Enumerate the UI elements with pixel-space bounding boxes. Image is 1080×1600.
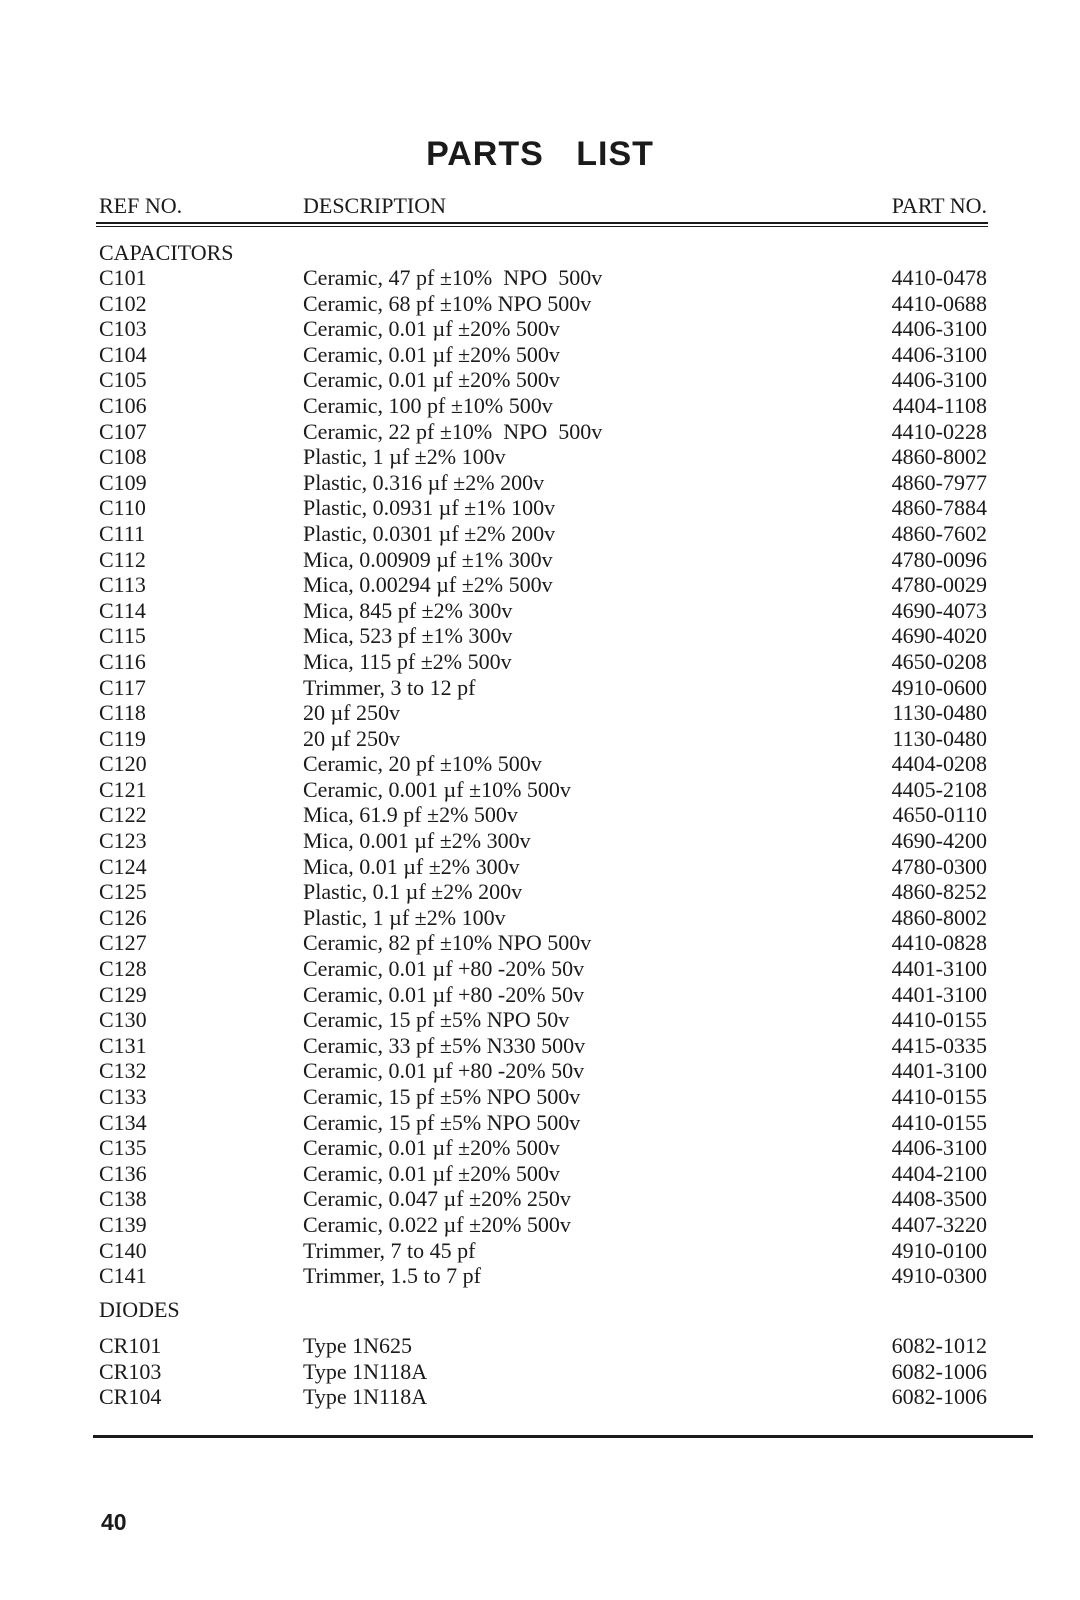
parts-row: [0, 956, 1080, 982]
parts-row: [0, 1186, 1080, 1212]
ref-cell: C115: [99, 623, 146, 649]
description-cell: Type 1N625: [303, 1333, 413, 1358]
ref-cell: C140: [99, 1237, 147, 1263]
ref-cell: C107: [99, 418, 147, 444]
part-no-cell: 4415-0335: [891, 1032, 987, 1058]
description-cell: Plastic, 0.316 µf ±2% 200v: [303, 469, 545, 495]
ref-cell: C102: [99, 290, 147, 316]
ref-cell: C118: [99, 700, 146, 726]
parts-row: [0, 367, 1080, 393]
ref-cell: C122: [99, 802, 147, 828]
ref-cell: C110: [99, 495, 146, 521]
parts-row: [0, 547, 1080, 573]
column-header-row: [0, 193, 1080, 219]
description-cell: Mica, 115 pf ±2% 500v: [303, 648, 512, 674]
ref-cell: C135: [99, 1135, 147, 1161]
part-no-cell: 4780-0096: [891, 546, 987, 572]
ref-cell: C114: [99, 597, 146, 623]
part-no-cell: 4910-0100: [891, 1237, 987, 1263]
part-no-cell: 4410-0155: [891, 1007, 987, 1033]
parts-row: [0, 649, 1080, 675]
parts-row: [0, 470, 1080, 496]
description-cell: Mica, 0.00909 µf ±1% 300v: [303, 546, 553, 572]
description-cell: Ceramic, 47 pf ±10% NPO 500v: [303, 265, 603, 290]
header-double-rule: [96, 222, 988, 227]
ref-cell: C130: [99, 1007, 147, 1033]
description-cell: Type 1N118A: [303, 1384, 428, 1410]
description-cell: Ceramic, 0.01 µf ±20% 500v: [303, 316, 560, 342]
part-no-cell: 4404-1108: [892, 392, 987, 418]
part-no-cell: 4860-8002: [891, 444, 987, 470]
parts-row: [0, 623, 1080, 649]
part-no-cell: 6082-1012: [891, 1333, 987, 1358]
parts-row: [0, 265, 1080, 291]
part-no-cell: 4410-0688: [891, 290, 987, 316]
ref-cell: C133: [99, 1084, 147, 1109]
description-cell: Ceramic, 0.01 µf ±20% 500v: [303, 1135, 560, 1161]
ref-cell: C127: [99, 930, 147, 956]
ref-cell: CR104: [99, 1384, 162, 1410]
ref-cell: C132: [99, 1058, 147, 1084]
parts-row: [0, 905, 1080, 931]
parts-row: [0, 1359, 1080, 1385]
ref-cell: C117: [99, 674, 146, 700]
part-no-cell: 4860-7602: [891, 520, 987, 546]
part-no-cell: 4410-0155: [891, 1084, 987, 1109]
ref-cell: C105: [99, 367, 147, 393]
parts-row: [0, 854, 1080, 880]
page-number: 40: [101, 1509, 127, 1535]
description-cell: Type 1N118A: [303, 1358, 428, 1384]
description-cell: Ceramic, 20 pf ±10% 500v: [303, 751, 542, 777]
part-no-cell: 4690-4200: [891, 828, 987, 854]
part-no-cell: 4406-3100: [891, 316, 987, 342]
description-cell: Trimmer, 7 to 45 pf: [303, 1237, 476, 1263]
description-cell: Plastic, 0.0301 µf ±2% 200v: [303, 520, 556, 546]
section-heading-diodes: DIODES: [99, 1297, 180, 1322]
description-cell: Ceramic, 82 pf ±10% NPO 500v: [303, 930, 592, 956]
description-cell: Ceramic, 68 pf ±10% NPO 500v: [303, 290, 592, 316]
part-no-cell: 4690-4073: [891, 597, 987, 623]
part-no-cell: 4780-0300: [891, 853, 987, 879]
description-cell: 20 µf 250v: [303, 700, 401, 726]
parts-row: [0, 342, 1080, 368]
ref-cell: C121: [99, 776, 147, 802]
ref-cell: C103: [99, 316, 147, 342]
part-no-cell: 4910-0300: [891, 1263, 987, 1289]
ref-cell: CR101: [99, 1333, 162, 1358]
description-cell: Mica, 0.001 µf ±2% 300v: [303, 828, 531, 854]
parts-row: [0, 1333, 1080, 1359]
parts-row: [0, 700, 1080, 726]
parts-row: [0, 751, 1080, 777]
parts-row: [0, 1263, 1080, 1289]
description-cell: Ceramic, 15 pf ±5% NPO 500v: [303, 1109, 581, 1135]
ref-cell: C109: [99, 469, 147, 495]
part-no-cell: 4910-0600: [891, 674, 987, 700]
part-no-cell: 4650-0110: [892, 802, 987, 828]
parts-row: [0, 1110, 1080, 1136]
parts-row: [0, 930, 1080, 956]
description-cell: Plastic, 0.0931 µf ±1% 100v: [303, 495, 556, 521]
parts-row: [0, 419, 1080, 445]
ref-cell: C113: [99, 572, 146, 598]
ref-cell: C119: [99, 725, 146, 751]
part-no-cell: 4407-3220: [891, 1211, 987, 1237]
description-cell: Ceramic, 0.01 µf ±20% 500v: [303, 341, 560, 367]
parts-row: [0, 1033, 1080, 1059]
description-cell: Mica, 0.00294 µf ±2% 500v: [303, 572, 553, 598]
part-no-cell: 4650-0208: [891, 648, 987, 674]
parts-row: [0, 1007, 1080, 1033]
part-no-cell: 4860-7977: [891, 469, 987, 495]
part-no-cell: 4405-2108: [891, 776, 987, 802]
section-heading-capacitors: CAPACITORS: [99, 240, 234, 265]
part-no-cell: 4406-3100: [891, 1135, 987, 1161]
part-no-cell: 4404-0208: [891, 751, 987, 777]
diodes-list: [0, 1333, 1080, 1410]
description-cell: Mica, 61.9 pf ±2% 500v: [303, 802, 518, 828]
description-cell: Mica, 523 pf ±1% 300v: [303, 623, 513, 649]
parts-row: [0, 726, 1080, 752]
description-cell: Ceramic, 15 pf ±5% NPO 500v: [303, 1084, 581, 1109]
ref-cell: C120: [99, 751, 147, 777]
description-cell: Ceramic, 0.01 µf +80 -20% 50v: [303, 981, 585, 1007]
description-cell: Ceramic, 0.01 µf +80 -20% 50v: [303, 956, 585, 982]
description-cell: Ceramic, 0.022 µf ±20% 500v: [303, 1211, 571, 1237]
description-cell: Mica, 845 pf ±2% 300v: [303, 597, 513, 623]
parts-row: [0, 393, 1080, 419]
parts-row: [0, 879, 1080, 905]
description-cell: Ceramic, 22 pf ±10% NPO 500v: [303, 418, 603, 444]
part-no-cell: 4690-4020: [891, 623, 987, 649]
parts-row: [0, 572, 1080, 598]
part-no-cell: 4401-3100: [891, 981, 987, 1007]
part-no-cell: 4406-3100: [891, 367, 987, 393]
parts-row: [0, 1212, 1080, 1238]
ref-cell: C134: [99, 1109, 147, 1135]
description-cell: Ceramic, 0.01 µf ±20% 500v: [303, 367, 560, 393]
description-cell: Plastic, 0.1 µf ±2% 200v: [303, 879, 523, 905]
ref-cell: C126: [99, 904, 147, 930]
part-no-cell: 4401-3100: [891, 1058, 987, 1084]
description-cell: Ceramic, 0.01 µf ±20% 500v: [303, 1160, 560, 1186]
part-no-cell: 1130-0480: [892, 700, 987, 726]
parts-row: [0, 828, 1080, 854]
parts-row: [0, 982, 1080, 1008]
part-no-cell: 4860-8252: [891, 879, 987, 905]
part-no-cell: 6082-1006: [891, 1358, 987, 1384]
ref-cell: C104: [99, 341, 147, 367]
parts-row: [0, 444, 1080, 470]
ref-cell: C101: [99, 265, 147, 290]
part-no-cell: 4860-7884: [891, 495, 987, 521]
description-cell: Ceramic, 33 pf ±5% N330 500v: [303, 1032, 586, 1058]
description-cell: Plastic, 1 µf ±2% 100v: [303, 444, 506, 470]
capacitors-list: [0, 265, 1080, 1289]
ref-cell: CR103: [99, 1358, 162, 1384]
part-no-cell: 4410-0228: [891, 418, 987, 444]
part-no-cell: 4780-0029: [891, 572, 987, 598]
part-no-cell: 4410-0155: [891, 1109, 987, 1135]
part-no-cell: 4406-3100: [891, 341, 987, 367]
part-no-cell: 4401-3100: [891, 956, 987, 982]
description-cell: Trimmer, 3 to 12 pf: [303, 674, 476, 700]
parts-row: [0, 1161, 1080, 1187]
parts-row: [0, 291, 1080, 317]
description-cell: Ceramic, 15 pf ±5% NPO 50v: [303, 1007, 570, 1033]
part-no-cell: 1130-0480: [892, 725, 987, 751]
parts-row: [0, 1238, 1080, 1264]
ref-cell: C125: [99, 879, 147, 905]
parts-row: [0, 598, 1080, 624]
bottom-rule: [93, 1435, 1033, 1438]
description-cell: Ceramic, 100 pf ±10% 500v: [303, 392, 553, 418]
ref-cell: C124: [99, 853, 147, 879]
description-cell: Trimmer, 1.5 to 7 pf: [303, 1263, 481, 1289]
ref-cell: C141: [99, 1263, 147, 1289]
ref-cell: C116: [99, 648, 146, 674]
part-no-cell: 4408-3500: [891, 1186, 987, 1212]
ref-cell: C111: [99, 520, 146, 546]
description-header: DESCRIPTION: [303, 193, 447, 218]
ref-cell: C139: [99, 1211, 147, 1237]
ref-cell: C112: [99, 546, 146, 572]
description-cell: Mica, 0.01 µf ±2% 300v: [303, 853, 520, 879]
page-title: PARTS LIST: [426, 135, 654, 173]
ref-cell: C108: [99, 444, 147, 470]
ref-cell: C106: [99, 392, 147, 418]
ref-cell: C129: [99, 981, 147, 1007]
part-no-cell: 4860-8002: [891, 904, 987, 930]
parts-row: [0, 495, 1080, 521]
part-no-cell: 4410-0478: [891, 265, 987, 290]
part-no-cell: 6082-1006: [891, 1384, 987, 1410]
description-cell: Plastic, 1 µf ±2% 100v: [303, 904, 506, 930]
description-cell: 20 µf 250v: [303, 725, 401, 751]
ref-no-header: REF NO.: [99, 193, 183, 218]
parts-row: [0, 1384, 1080, 1410]
parts-row: [0, 1084, 1080, 1110]
ref-cell: C136: [99, 1160, 147, 1186]
description-cell: Ceramic, 0.047 µf ±20% 250v: [303, 1186, 571, 1212]
description-cell: Ceramic, 0.001 µf ±10% 500v: [303, 776, 571, 802]
part-no-cell: 4410-0828: [891, 930, 987, 956]
parts-row: [0, 316, 1080, 342]
parts-row: [0, 521, 1080, 547]
part-no-header: PART NO.: [891, 193, 987, 218]
ref-cell: C128: [99, 956, 147, 982]
ref-cell: C138: [99, 1186, 147, 1212]
parts-row: [0, 777, 1080, 803]
parts-row: [0, 1135, 1080, 1161]
part-no-cell: 4404-2100: [891, 1160, 987, 1186]
ref-cell: C123: [99, 828, 147, 854]
ref-cell: C131: [99, 1032, 147, 1058]
parts-row: [0, 802, 1080, 828]
description-cell: Ceramic, 0.01 µf +80 -20% 50v: [303, 1058, 585, 1084]
parts-row: [0, 675, 1080, 701]
parts-row: [0, 1058, 1080, 1084]
